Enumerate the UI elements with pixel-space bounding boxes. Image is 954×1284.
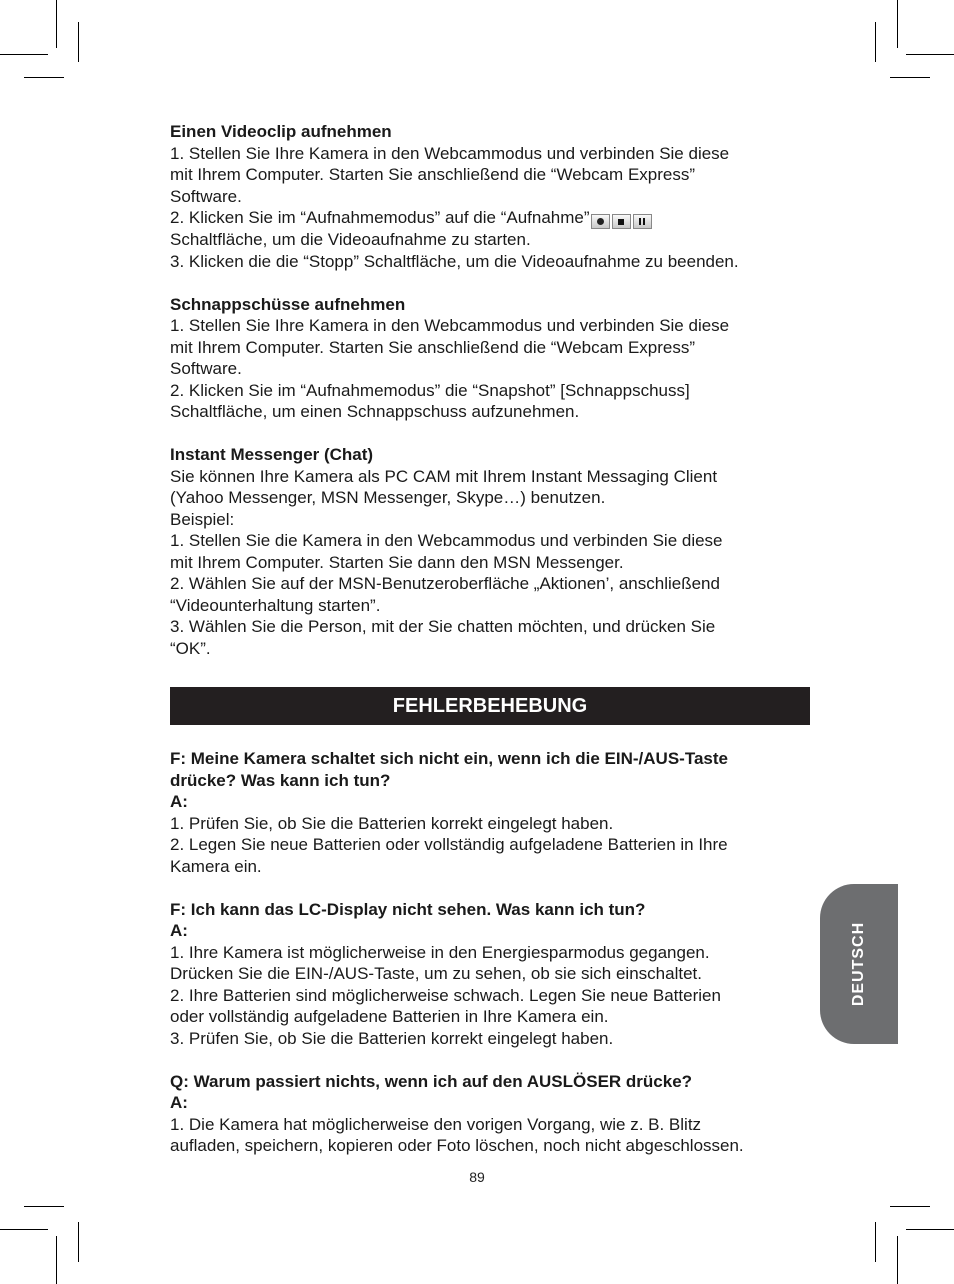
faq-question: F: Ich kann das LC-Display nicht sehen. Was kann ich tun?: [170, 899, 646, 919]
section-messenger: [170, 444, 810, 659]
language-tab: [820, 884, 898, 1044]
text-line: 1. Ihre Kamera ist möglicherweise in den Energiesparmodus gegangen.: [170, 942, 710, 962]
text-line: 2. Klicken Sie im “Aufnahmemodus” die “Snapshot” [Schnappschuss]: [170, 380, 690, 400]
crop-mark: [875, 1222, 876, 1262]
crop-mark: [906, 1229, 954, 1230]
text-line: 1. Die Kamera hat möglicherweise den vorigen Vorgang, wie z. B. Blitz: [170, 1114, 702, 1134]
faq-item: [170, 899, 810, 1050]
text-line: aufladen, speichern, kopieren oder Foto löschen, noch nicht abgeschlossen.: [170, 1136, 744, 1155]
crop-mark: [24, 1206, 64, 1207]
text-line: 1. Prüfen Sie, ob Sie die Batterien korrekt eingelegt haben.: [170, 813, 614, 833]
text-line: 3. Klicken die die “Stopp” Schaltfläche, um die Videoaufnahme zu beenden.: [170, 251, 739, 271]
text-line: Software.: [170, 359, 242, 378]
section-snapshot: [170, 294, 810, 423]
text-line: Schaltfläche, um einen Schnappschuss aufzunehmen.: [170, 402, 580, 421]
faq-answer-label: A:: [170, 921, 188, 940]
record-controls: [591, 214, 652, 229]
text-line: oder vollständig aufgeladene Batterien in Ihre Kamera ein.: [170, 1007, 609, 1026]
crop-mark: [24, 77, 64, 78]
text-line: Software.: [170, 186, 242, 206]
text-line-with-buttons: [170, 207, 810, 229]
text-line: Drücken Sie die EIN-/AUS-Taste, um zu sehen, ob sie sich einschaltet.: [170, 964, 702, 983]
faq-question: Q: Warum passiert nichts, wenn ich auf den AUSLÖSER drücke?: [170, 1071, 693, 1091]
pause-icon: [633, 214, 652, 229]
text-line: Kamera ein.: [170, 856, 262, 876]
section-heading: Einen Videoclip aufnehmen: [170, 122, 392, 141]
crop-mark: [875, 22, 876, 62]
text-line: 1. Stellen Sie Ihre Kamera in den Webcammodus und verbinden Sie diese: [170, 143, 730, 163]
section-video: [170, 121, 810, 272]
faq-answer-label: A:: [170, 1093, 188, 1112]
text-line: 3. Wählen Sie die Person, mit der Sie chatten möchten, und drücken Sie: [170, 617, 716, 636]
text-line: 3. Prüfen Sie, ob Sie die Batterien korrekt eingelegt haben.: [170, 1028, 614, 1048]
text-line: 1. Stellen Sie die Kamera in den Webcammodus und verbinden Sie diese: [170, 531, 723, 550]
section-heading: Schnappschüsse aufnehmen: [170, 294, 406, 314]
crop-mark: [56, 1236, 57, 1284]
text-line: (Yahoo Messenger, MSN Messenger, Skype…) benutzen.: [170, 488, 606, 507]
text-line: “OK”.: [170, 638, 211, 658]
text-line: mit Ihrem Computer. Starten Sie anschließend die “Webcam Express”: [170, 337, 696, 357]
stop-icon: [612, 214, 631, 229]
faq-item: [170, 748, 810, 877]
text-line: mit Ihrem Computer. Starten Sie anschließend die “Webcam Express”: [170, 165, 696, 184]
faq-answer-label: A:: [170, 792, 188, 811]
page-number: 89: [469, 1169, 485, 1185]
troubleshooting-banner: FEHLERBEHEBUNG: [170, 687, 810, 725]
crop-mark: [78, 1222, 79, 1262]
text-line: 1. Stellen Sie Ihre Kamera in den Webcammodus und verbinden Sie diese: [170, 316, 730, 335]
text-line: “Videounterhaltung starten”.: [170, 595, 381, 615]
crop-mark: [897, 1236, 898, 1284]
crop-mark: [897, 0, 898, 48]
text-line: 2. Wählen Sie auf der MSN-Benutzeroberfläche „Aktionen’, anschließend: [170, 574, 720, 593]
text-line: 2. Legen Sie neue Batterien oder vollständig aufgeladene Batterien in Ihre: [170, 835, 728, 854]
crop-mark: [78, 22, 79, 62]
page-content: [170, 121, 810, 1157]
section-heading: Instant Messenger (Chat): [170, 445, 374, 464]
crop-mark: [0, 1229, 48, 1230]
crop-mark: [890, 1206, 930, 1207]
language-tab-label: DEUTSCH: [850, 921, 867, 1007]
text-line: 2. Ihre Batterien sind möglicherweise schwach. Legen Sie neue Batterien: [170, 985, 721, 1005]
text-line: 2. Klicken Sie im “Aufnahmemodus” auf die “Aufnahme”: [170, 208, 590, 227]
record-icon: [591, 214, 610, 229]
text-line: Schaltfläche, um die Videoaufnahme zu starten.: [170, 230, 531, 249]
text-line: mit Ihrem Computer. Starten Sie dann den MSN Messenger.: [170, 552, 624, 572]
text-line: Sie können Ihre Kamera als PC CAM mit Ihrem Instant Messaging Client: [170, 466, 718, 486]
crop-mark: [0, 54, 48, 55]
faq-question: F: Meine Kamera schaltet sich nicht ein, wenn ich die EIN-/AUS-Taste: [170, 749, 728, 768]
text-line: Beispiel:: [170, 509, 235, 529]
crop-mark: [906, 54, 954, 55]
crop-mark: [56, 0, 57, 48]
crop-mark: [890, 77, 930, 78]
faq-question: drücke? Was kann ich tun?: [170, 770, 391, 790]
faq-item: [170, 1071, 810, 1157]
